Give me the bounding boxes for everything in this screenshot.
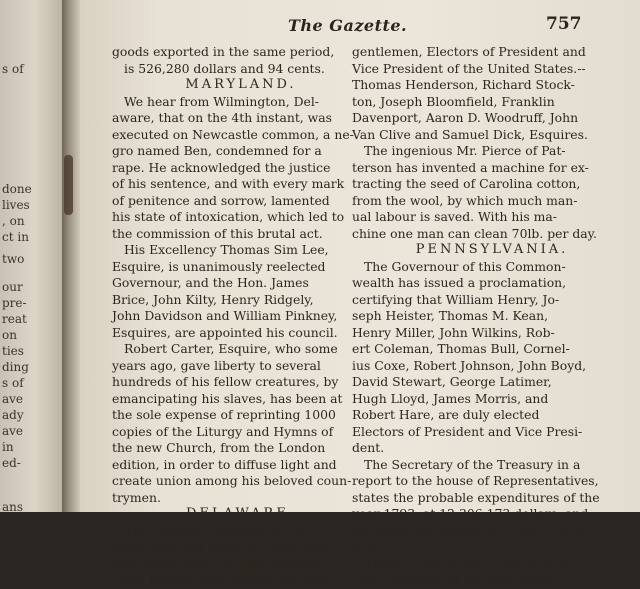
text-line: ert Coleman, Thomas Bull, Cornel-	[352, 341, 570, 356]
left-page-fragment: on	[2, 328, 17, 342]
text-line: Esquires, are appointed his council.	[112, 324, 338, 340]
paper-stain	[64, 155, 73, 215]
text-line: goods exported in the same period,	[112, 44, 335, 59]
book-gutter	[62, 0, 80, 512]
text-line: ual labour is saved. With his ma-	[352, 209, 557, 224]
text-line: of penitence and sorrow, lamented	[112, 192, 330, 208]
text-line: from the wool, by which much man-	[352, 192, 578, 208]
text-line: of his sentence, and with every mark	[112, 176, 345, 191]
left-page-fragment: in	[2, 440, 14, 454]
text-line: rape. He acknowledged the justice	[112, 159, 331, 175]
text-line: his state of intoxication, which led to	[112, 209, 345, 224]
text-line: We hear from Wilmington, Del-	[124, 93, 319, 109]
text-line: Van Clive and Samuel Dick, Esquires.	[352, 126, 588, 142]
text-column-2	[352, 44, 632, 589]
text-line: emancipating his slaves, has been at	[112, 390, 343, 406]
text-line: Davenport, Aaron D. Woodruff, John	[352, 110, 579, 125]
text-line: Hugh Lloyd, James Morris, and	[352, 390, 549, 406]
left-page-fragment: s of	[2, 376, 24, 390]
text-line: Brice, John Kilty, Henry Ridgely,	[112, 291, 314, 307]
text-line: is 526,280 dollars and 94 cents.	[124, 60, 325, 76]
text-line: State, met last week at Dover, and	[112, 539, 329, 554]
text-line: Henry Miller, John Wilkins, Rob-	[352, 324, 555, 340]
text-line: certifying that William Henry, Jo-	[352, 291, 560, 307]
text-line: copies of the Liturgy and Hymns of	[112, 423, 334, 439]
text-line: ius Coxe, Robert Johnson, John Boyd,	[352, 357, 587, 373]
text-line: have appointed Gunning Bedford,	[112, 555, 325, 571]
left-page-fragment: ct in	[2, 230, 29, 244]
text-line: tracting the seed of Carolina cotton,	[352, 176, 581, 191]
text-line: Isaac Bassett and William Hill Wells	[112, 572, 339, 587]
left-page-fragment: ans	[2, 500, 24, 514]
text-line: John Davidson and William Pinkney,	[112, 308, 338, 323]
left-page-fragment: two	[2, 252, 25, 266]
text-line: There is now in the press at New-	[364, 555, 577, 571]
text-line: The General Assembly of this	[124, 522, 309, 538]
text-line: ton, Joseph Bloomfield, Franklin	[352, 93, 555, 109]
left-page-fragment: ding	[2, 360, 29, 374]
text-line: year 1793, at 12,306,173 dollars, and	[352, 506, 589, 521]
text-line: Esquire, is unanimously reelected	[112, 258, 326, 274]
left-page-fragment: s of	[2, 62, 24, 76]
left-page-fragment: ed-	[2, 456, 21, 470]
left-page-fragment: ady	[2, 408, 24, 422]
text-line: David Stewart, George Latimer,	[352, 374, 552, 389]
left-page-fragment: lives	[2, 198, 30, 212]
text-line: Vice President of the United States.--	[352, 60, 586, 76]
text-line: york, Memoirs of the Life, Letters	[352, 572, 565, 587]
text-line: The Governour of this Common-	[364, 258, 566, 274]
left-page-fragment: done	[2, 182, 32, 196]
left-page-fragment: , on	[2, 214, 25, 228]
text-line: lars.	[352, 539, 380, 554]
section-heading: MARYLAND.	[185, 77, 297, 92]
text-line: dent.	[352, 440, 385, 455]
text-line: His Excellency Thomas Sim Lee,	[124, 242, 329, 257]
left-page-edge	[0, 0, 62, 512]
text-column-1	[112, 44, 370, 589]
text-line: executed on Newcastle common, a ne-	[112, 126, 354, 142]
text-line: create union among his beloved coun-	[112, 473, 352, 488]
text-line: states the probable expenditures of the	[352, 489, 600, 505]
text-line: aware, that on the 4th instant, was	[112, 110, 333, 125]
text-line: terson has invented a machine for ex-	[352, 159, 589, 175]
newspaper-page	[80, 0, 640, 587]
text-line: the ways and means at 12,393,195 dol-	[352, 522, 599, 538]
page-number: 757	[546, 14, 582, 34]
left-page-fragment: ave	[2, 392, 24, 406]
text-line: seph Heister, Thomas M. Kean,	[352, 308, 549, 323]
text-line: The Secretary of the Treasury in a	[364, 456, 581, 472]
text-line: chine one man can clean 70lb. per day.	[352, 225, 597, 241]
text-line: The ingenious Mr. Pierce of Pat-	[364, 143, 566, 158]
text-line: Governour, and the Hon. James	[112, 275, 309, 290]
text-line: the commission of this brutal act.	[112, 225, 323, 241]
text-line: years ago, gave liberty to several	[112, 357, 321, 373]
text-line: Robert Hare, are duly elected	[352, 407, 540, 422]
text-line: Robert Carter, Esquire, who some	[124, 341, 338, 356]
left-page-fragment: pre-	[2, 296, 27, 310]
text-line: the sole expense of reprinting 1000	[112, 407, 336, 422]
section-heading: DELAWARE.	[186, 506, 296, 521]
text-line: edition, in order to diffuse light and	[112, 456, 337, 472]
left-page-fragment: ave	[2, 424, 24, 438]
section-heading: PENNSYLVANIA.	[415, 242, 569, 257]
text-line: hundreds of his fellow creatures, by	[112, 374, 339, 389]
text-line: report to the house of Representatives,	[352, 473, 599, 488]
left-page-fragment: reat	[2, 312, 27, 326]
text-line: wealth has issued a proclamation,	[352, 275, 567, 290]
text-line: Electors of President and Vice Presi-	[352, 423, 583, 439]
text-line: gro named Ben, condemned for a	[112, 143, 322, 158]
left-page-fragment: ties	[2, 344, 24, 358]
text-line: gentlemen, Electors of President and	[352, 44, 586, 59]
left-page-fragment: our	[2, 280, 23, 294]
text-line: Thomas Henderson, Richard Stock-	[352, 77, 575, 92]
page-header-title: The Gazette.	[288, 16, 408, 35]
text-line: trymen.	[112, 489, 161, 505]
text-line: the new Church, from the London	[112, 440, 326, 455]
